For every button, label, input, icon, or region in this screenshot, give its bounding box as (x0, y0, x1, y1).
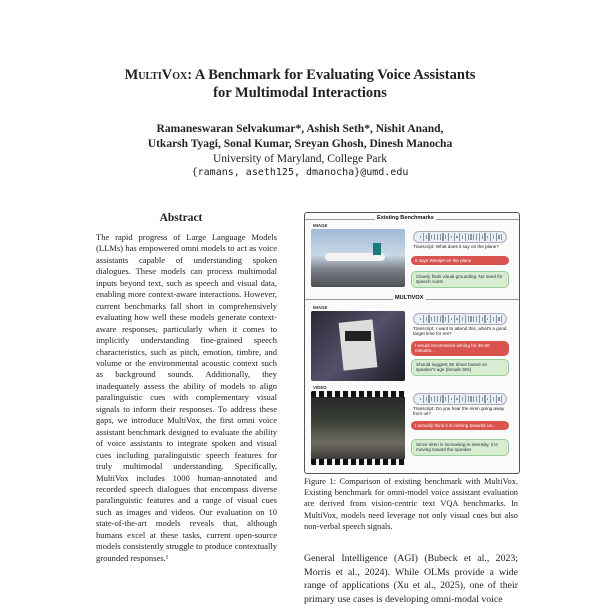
abstract-heading: Abstract (159, 212, 203, 224)
waveform-bar (498, 317, 499, 322)
waveform-bar (487, 236, 488, 238)
waveform-bar (501, 234, 502, 241)
waveform-bar (490, 233, 491, 241)
figure-caption: Figure 1: Comparison of existing benchmark with MultiVox. Existing benchmark for omni-model voice assistant evaluation are derived from vision-centric text VQA benchmarks. In MultiVox, models need leverage not only visual cues but also non-verbal speech signals. (304, 477, 518, 531)
waveform-bar (493, 235, 494, 238)
waveform-bar (459, 315, 460, 323)
airplane-image (311, 229, 405, 287)
waveform-bar (437, 396, 438, 402)
panel2-analysis: Should suggest 3K times based on speaker's age (female 50s) (411, 359, 509, 376)
waveform-bar (454, 395, 455, 403)
title-name: MultiVox (124, 67, 188, 83)
waveform-bar (434, 234, 435, 241)
waveform-bar (459, 233, 460, 241)
waveform-bar (426, 317, 427, 321)
video-tag: VIDEO (313, 385, 327, 390)
waveform-bar (451, 236, 452, 239)
waveform-bar (445, 317, 446, 321)
waveform-bar (496, 315, 497, 323)
waveform-bar (462, 317, 463, 321)
waveform-bar (473, 234, 474, 241)
abstract-text: The rapid progress of Large Language Models (LLMs) has empowered omni models to act as voice assistants capable of understanding spoken dialogues. These models can process multimodal inputs beyond text, such as speech and visual data, enabling more context-aware interactions. However, current benchmarks fall short in comprehensively evaluating how well these models generate context-aware responses, particularly when it comes to implicitly understanding fine-grained speech characteristics, such as pitch, emotion, timbre, and volume or the environmental acoustic context such as background sounds. Additionally, they inadequately assess the ability of models to align paralinguistic cues with complementary visual signals to inform their responses. To address these gaps, we introduce MultiVox, the first omni voice assistant benchmark designed to evaluate the ability of voice assistants to integrate spoken and visual cues including paralinguistic speech features for truly multimodal understanding. Specifically, MultiVox includes 1000 human-annotated and recorded speech dialogues that encompass diverse paralinguistic features and a range of visual cues such as images and videos. Our evaluation on 10 state-of-the-art models reveals that, although humans excel at these tasks, current open-source models consistently struggle to produce contextually grounded responses.¹ (96, 232, 277, 563)
waveform-bar (451, 318, 452, 321)
waveform-bar (420, 398, 421, 400)
waveform-bar (498, 397, 499, 402)
waveform-bar (434, 316, 435, 323)
waveform-bar (482, 235, 483, 239)
authors-line2: Utkarsh Tyagi, Sonal Kumar, Sreyan Ghosh, Dinesh Manocha (147, 138, 453, 150)
waveform-bar (468, 316, 469, 322)
waveform-bar (434, 396, 435, 403)
waveform-bar (476, 396, 477, 401)
waveform-bar (448, 395, 449, 403)
waveform-bar (496, 395, 497, 403)
author-list (80, 122, 520, 152)
waveform-bar (468, 234, 469, 240)
waveform-bar (437, 316, 438, 322)
poster-image (311, 311, 405, 381)
waveform-bar (459, 395, 460, 403)
waveform-bar (456, 398, 457, 401)
waveform-bar (501, 316, 502, 323)
waveform-bar (484, 315, 485, 323)
waveform-bar (479, 395, 480, 402)
waveform-bar (445, 235, 446, 239)
panel1-model-response: It says Westjet on the plane (411, 256, 509, 265)
figure-1 (304, 212, 520, 474)
waveform-bar (423, 395, 424, 403)
waveform-bar (426, 235, 427, 239)
intro-text: General Intelligence (AGI) (Bubeck et al., 2023; Morris et al., 2024). While OLMs provide a wide range of applications (Xu et al., 2025), one of their primary use cases is developing omni-modal voice (304, 553, 518, 605)
panel1-transcript: Transcript: What does it say on the plane? (413, 244, 499, 249)
waveform-bar (442, 233, 443, 240)
waveform-bar (445, 397, 446, 401)
waveform-bar (448, 233, 449, 241)
panel3-transcript: Transcript: Do you hear the siren going away from us? (413, 406, 505, 417)
waveform-bar (470, 234, 471, 240)
waveform-bar (498, 235, 499, 240)
waveform-bar (462, 235, 463, 239)
waveform-bar (490, 315, 491, 323)
waveform-bar (479, 315, 480, 322)
waveform-bar (501, 396, 502, 403)
waveform-bar (428, 315, 429, 323)
waveform-bar (484, 395, 485, 403)
waveform-bar (448, 315, 449, 323)
waveform-bar (456, 236, 457, 239)
image-tag: IMAGE (313, 223, 328, 228)
image-tag: IMAGE (313, 305, 328, 310)
waveform-bar (440, 396, 441, 402)
author-emails: {ramans, aseth125, dmanocha}@umd.edu (191, 167, 409, 178)
panel3-model-response: I actually think it is coming towards us... (411, 421, 509, 430)
paper-title (60, 66, 540, 102)
waveform-bar (428, 395, 429, 403)
waveform-bar (431, 317, 432, 322)
waveform-bar (476, 234, 477, 239)
waveform-bar (484, 233, 485, 241)
waveform-bar (465, 315, 466, 322)
waveform-bar (493, 397, 494, 400)
waveform-bar (440, 316, 441, 322)
waveform-bar (423, 233, 424, 241)
waveform-bar (442, 395, 443, 402)
multivox-label: MULTIVOX (395, 295, 424, 301)
affiliation: University of Maryland, College Park (212, 153, 388, 165)
waveform-bar (462, 397, 463, 401)
waveform-bar (426, 397, 427, 401)
title-line2: for Multimodal Interactions (213, 85, 387, 101)
waveform-bar (420, 236, 421, 238)
waveform-bar (468, 396, 469, 402)
waveform-bar (423, 315, 424, 323)
waveform-bar (479, 233, 480, 240)
waveform-bar (473, 396, 474, 403)
waveform-bar (470, 396, 471, 402)
waveform-bar (428, 233, 429, 241)
waveform-bar (487, 318, 488, 320)
waveform-bar (482, 317, 483, 321)
video-frame (311, 391, 405, 465)
waveform-bar (482, 397, 483, 401)
waveform-bar (456, 318, 457, 321)
waveform-bar (451, 398, 452, 401)
waveform-bar (454, 315, 455, 323)
waveform-bar (470, 316, 471, 322)
authors-line1: Ramaneswaran Selvakumar*, Ashish Seth*, Nishit Anand, (156, 123, 444, 135)
waveform-bar (473, 316, 474, 323)
waveform-bar (465, 233, 466, 240)
waveform-bar (420, 318, 421, 320)
waveform-bar (442, 315, 443, 322)
panel2-model-response: I would recommend aiming for 45-60 minutes... (411, 341, 509, 356)
waveform-bar (454, 233, 455, 241)
waveform-bar (476, 316, 477, 321)
panel1-analysis: Clearly finds visual grounding. No need for speech cues! (411, 271, 509, 288)
panel3-analysis: Since siren is increasing in intensity, it is moving toward the speaker (411, 439, 509, 456)
title-line1: : A Benchmark for Evaluating Voice Assistants (187, 67, 476, 83)
waveform-bar (465, 395, 466, 402)
waveform-bar (490, 395, 491, 403)
waveform-bar (431, 235, 432, 240)
waveform-bar (496, 233, 497, 241)
waveform-bar (440, 234, 441, 240)
waveform-bar (493, 317, 494, 320)
existing-benchmarks-label: Existing Benchmarks (377, 215, 434, 221)
waveform-bar (487, 398, 488, 400)
waveform-bar (431, 397, 432, 402)
panel2-transcript: Transcript: I want to attend this, what's a good target time for me? (413, 326, 507, 337)
waveform-bar (437, 234, 438, 240)
